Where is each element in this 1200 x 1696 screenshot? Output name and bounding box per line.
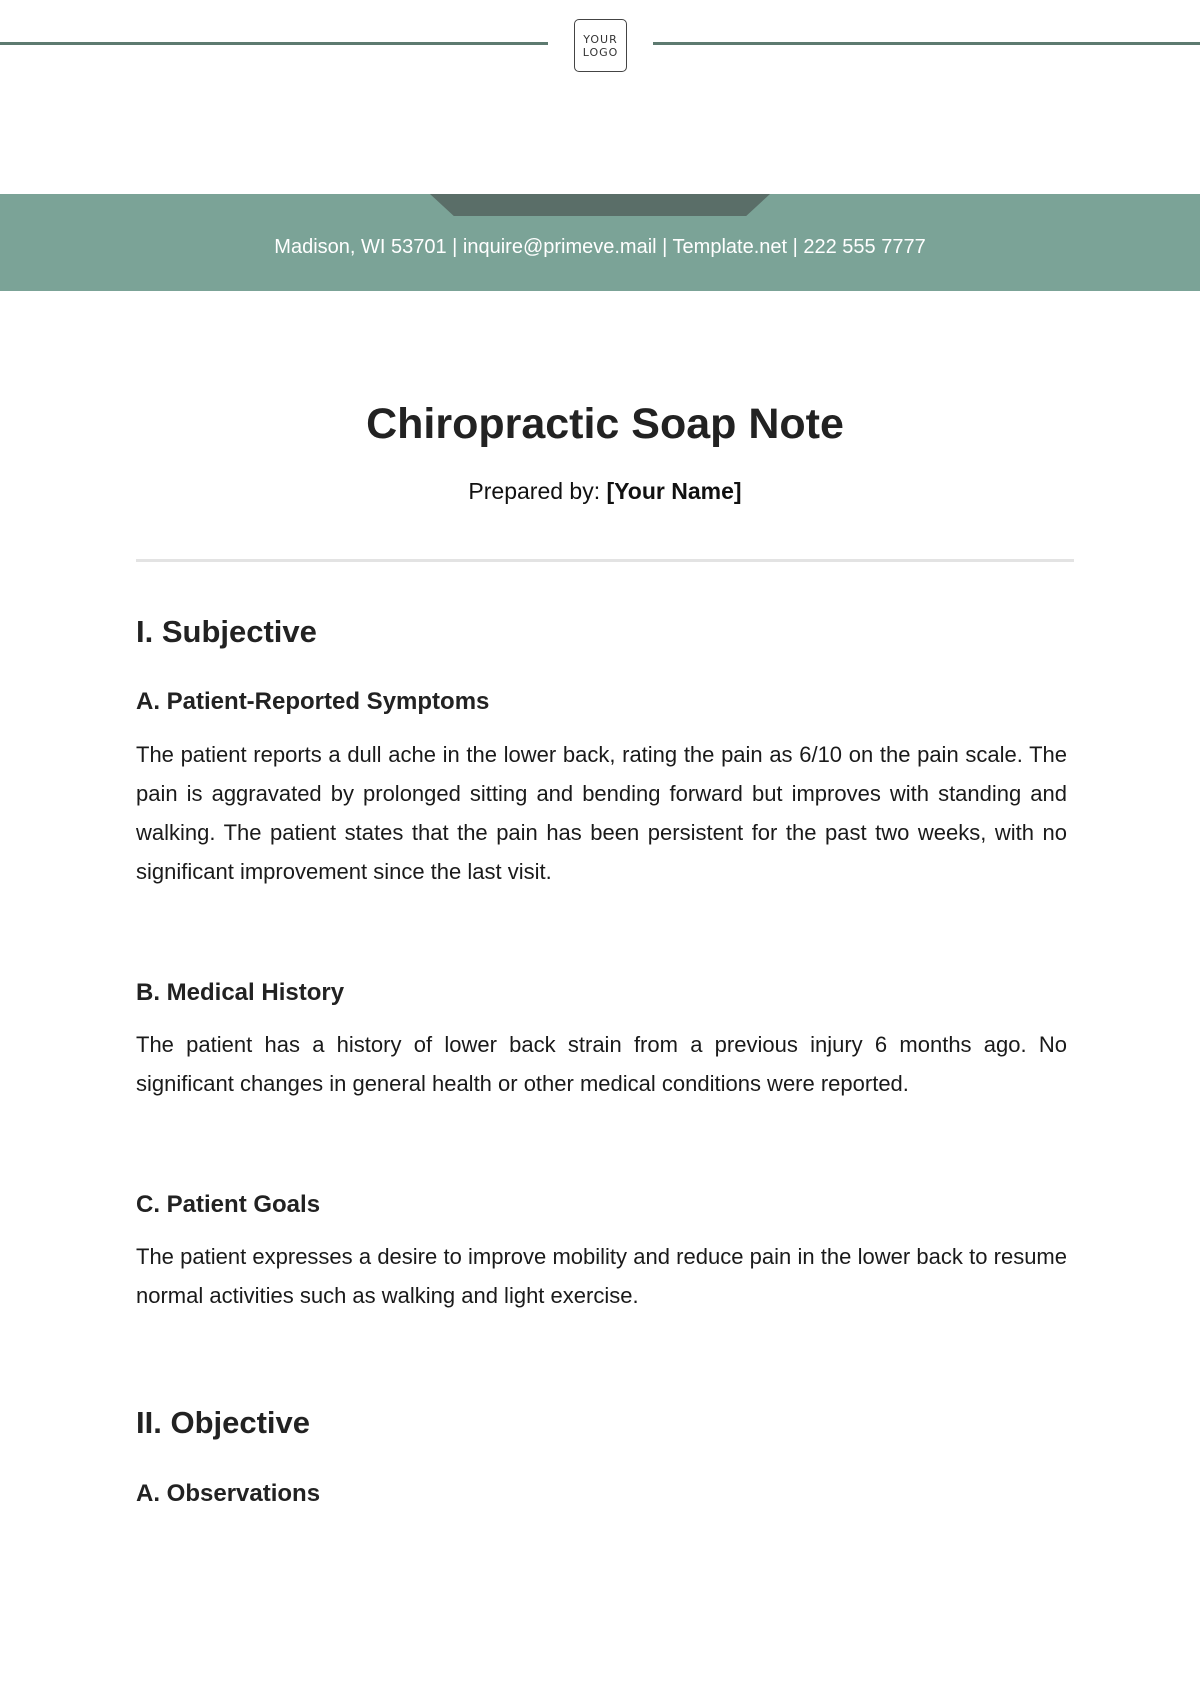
document-title: Chiropractic Soap Note [366, 400, 844, 448]
section-heading-objective: II. Objective [136, 1405, 311, 1440]
header-rule-right [653, 42, 1200, 45]
subheading-observations: A. Observations [136, 1480, 321, 1507]
header-rule-left [0, 42, 548, 45]
section-heading-subjective: I. Subjective [136, 614, 317, 649]
subheading-patient-goals: C. Patient Goals [136, 1191, 321, 1218]
logo-placeholder [574, 19, 627, 72]
paragraph-patient-symptoms: The patient reports a dull ache in the lower back, rating the pain as 6/10 on the pain scale. The pain is aggravated by prolonged sitting and bending forward but improves with standing and walking. The patient states that the pain has been persistent for the past two weeks, with no significant improvement since the last visit. [136, 742, 1067, 884]
subheading-medical-history: B. Medical History [136, 979, 345, 1006]
subheading-patient-symptoms: A. Patient-Reported Symptoms [136, 688, 490, 715]
title-divider [136, 559, 1074, 562]
prepared-by [136, 478, 1074, 505]
prepared-by-label: Prepared by: [468, 478, 601, 504]
paragraph-medical-history: The patient has a history of lower back strain from a previous injury 6 months ago. No significant changes in general health or other medical conditions were reported. [136, 1032, 1067, 1096]
contact-info: Madison, WI 53701 | inquire@primeve.mail | Template.net | 222 555 7777 [274, 236, 926, 258]
logo-text-line1: YOUR [583, 32, 618, 46]
prepared-by-name: [Your Name] [606, 478, 742, 504]
paragraph-patient-goals: The patient expresses a desire to improve mobility and reduce pain in the lower back to resume normal activities such as walking and light exercise. [136, 1244, 1067, 1308]
logo-text-line2: LOGO [582, 45, 619, 59]
band-tab-decoration [430, 194, 770, 216]
